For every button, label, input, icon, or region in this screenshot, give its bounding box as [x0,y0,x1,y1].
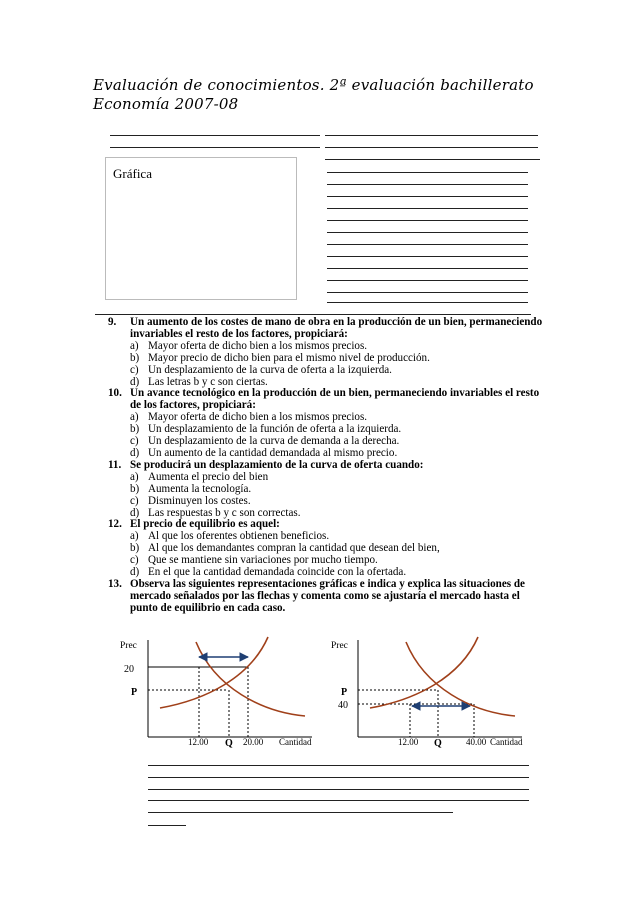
option-letter: b) [130,423,140,436]
option-letter: c) [130,363,139,376]
option-letter: c) [130,494,139,507]
option-letter: d) [130,375,140,388]
question-text: Observa las siguientes representaciones gráficas e indica y explica las situaciones de mercado señalados por las flechas y comenta como se ajustaría el mercado hasta el punto de equilibrio en cada caso. [130,577,525,614]
option-letter: b) [130,351,140,364]
grafica-label: Gráfica [113,166,152,181]
option-letter: d) [130,446,140,459]
q-high-label: 40.00 [466,737,487,747]
answer-line [148,800,529,801]
option-text: En el que la cantidad demandada coincide con la ofertada. [148,566,407,579]
option-letter: b) [130,482,140,495]
question-text: Un aumento de los costes de mano de obra en la producción de un bien, permaneciendo invariables el resto de los factores, propiciará: [130,316,543,340]
option-letter: d) [130,506,140,519]
price-level-label: 20 [124,664,134,675]
demand-curve [196,642,305,716]
q-low-label: 12.00 [188,737,209,747]
question-number: 13. [108,577,122,590]
option-letter: a) [130,530,139,543]
question-number: 9. [108,316,117,328]
option-text: Disminuyen los costes. [148,494,251,507]
option-text: Aumenta la tecnología. [148,482,252,495]
eq-price-label: P [131,687,138,698]
answer-line [148,812,453,813]
option-text: Al que los demandantes compran la cantidad que desean del bien, [148,542,440,555]
x-axis-label: Cantidad [279,737,312,747]
graph-left [120,637,312,749]
option-text: Que se mantiene sin variaciones por mucho tiempo. [148,554,378,567]
question-number: 12. [108,518,122,531]
option-letter: a) [130,411,139,424]
question-text: El precio de equilibrio es aquel: [130,518,280,531]
q-high-label: 20.00 [243,737,264,747]
question-text: Un avance tecnológico en la producción de un bien, permaneciendo invariables el resto de los factores, propiciará: [130,387,540,412]
option-text: Mayor oferta de dicho bien a los mismos precios. [148,339,368,352]
option-text: Un desplazamiento de la función de oferta a la izquierda. [148,423,402,436]
graph-right [331,637,523,749]
option-text: Un desplazamiento de la curva de oferta a la izquierda. [148,363,392,376]
option-letter: d) [130,566,140,579]
answer-line [148,765,529,766]
x-axis-label: Cantidad [490,737,523,747]
header-title-line1: Evaluación de conocimientos. 2ª evaluación bachillerato [93,76,534,94]
option-text: Mayor oferta de dicho bien a los mismos precios. [148,411,368,424]
price-level-label: 40 [338,700,348,711]
option-text: Un aumento de la cantidad demandada al mismo precio. [148,446,398,459]
y-axis-label: Prec [120,641,137,651]
option-text: Las letras b y c son ciertas. [148,375,268,388]
y-axis-label: Prec [331,641,348,651]
q-low-label: 12.00 [398,737,419,747]
option-letter: c) [130,554,139,567]
option-letter: c) [130,435,139,448]
option-text: Aumenta el precio del bien [148,470,269,483]
q-eq-label: Q [434,738,442,749]
question-text: Se producirá un desplazamiento de la curva de oferta cuando: [130,458,424,471]
answer-line [148,777,529,778]
question-number: 11. [108,458,122,471]
question-number: 10. [108,387,122,400]
header-title-line2: Economía 2007-08 [93,95,239,113]
demand-curve [406,642,515,716]
answer-line [148,789,529,790]
eq-price-label: P [341,687,348,698]
option-letter: a) [130,339,139,352]
answer-line [148,825,186,826]
option-text: Las respuestas b y c son correctas. [148,506,301,519]
option-text: Mayor precio de dicho bien para el mismo nivel de producción. [148,351,430,364]
option-letter: a) [130,470,139,483]
q-eq-label: Q [225,738,233,749]
option-letter: b) [130,542,140,555]
option-text: Al que los oferentes obtienen beneficios. [148,530,330,543]
option-text: Un desplazamiento de la curva de demanda a la derecha. [148,435,400,448]
